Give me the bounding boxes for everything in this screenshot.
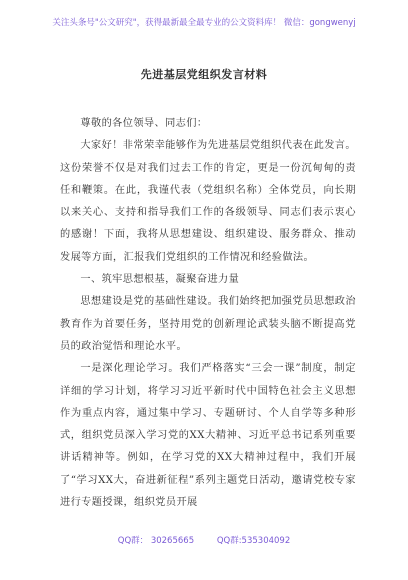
document-body — [60, 113, 356, 514]
footer-qq-group-2: QQ群:535304092 — [216, 536, 291, 546]
salutation: 尊敬的各位领导、同志们： — [80, 118, 208, 129]
footer-qq-group-1: QQ群： 30265665 — [117, 536, 195, 546]
page-title: 先进基层党组织发言材料 — [140, 68, 268, 81]
footer-contact — [0, 534, 408, 546]
paragraph-intro: 大家好！非常荣幸能够作为先进基层党组织代表在此发言。这份荣誉不仅是对我们过去工作的肯定，更是一份沉甸甸的责任和鞭策。在此，我谨代表（党组织名称）全体党员，向长期以来关心、支持和指导我们工作的各级领导、同志们表示衷心的感谢！下面，我将从思想建设、组织建设、服务群众、推动发展等方面，汇报我们党组织的工作情况和经验做法。 — [60, 140, 356, 263]
paragraph-theory-study: 一是深化理论学习。我们严格落实“三会一课”制度，制定详细的学习计划，将学习习近平新时代中国特色社会主义思想作为重点内容，通过集中学习、专题研讨、个人自学等多种形式，组织党员深入学习党的XX大精神、习近平总书记系列重要讲话精神等。例如，在学习党的XX大精神过程中，我们开展了“学习XX大，奋进新征程”系列主题党日活动，邀请党校专家进行专题授课，组织党员开展 — [60, 363, 356, 509]
paragraph-thought-building: 思想建设是党的基础性建设。我们始终把加强党员思想政治教育作为首要任务，坚持用党的创新理论武装头脑不断提高党员的政治觉悟和理论水平。 — [60, 296, 356, 352]
section-heading: 一、筑牢思想根基，凝聚奋进力量 — [80, 274, 240, 286]
header-note: 关注头条号"公文研究"，获得最新最全最专业的公文资料库！ 微信：gongwenyj — [52, 18, 356, 28]
